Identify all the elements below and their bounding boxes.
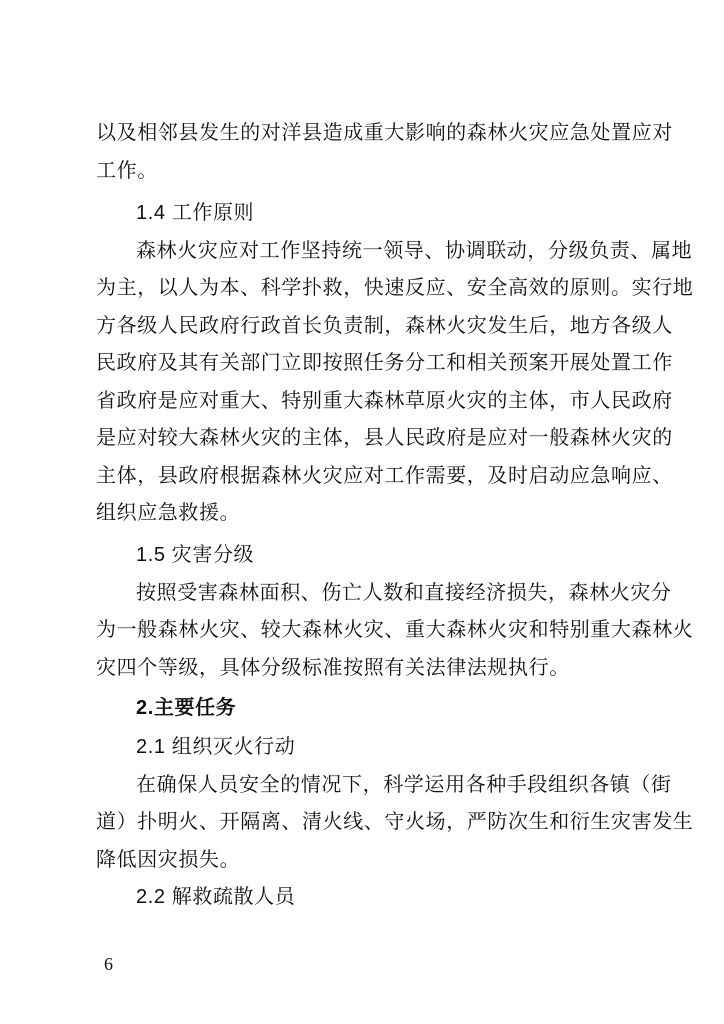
section-heading-1-4: 1.4 工作原则 (136, 202, 255, 224)
section-heading-2: 2.主要任务 (136, 697, 237, 719)
body-line: 按照受害森林面积、伤亡人数和直接经济损失，森林火灾分 (136, 580, 672, 604)
body-line: 以及相邻县发生的对洋县造成重大影响的森林火灾应急处置应对 (96, 120, 673, 144)
section-heading-2-1: 2.1 组织灭火行动 (136, 736, 296, 758)
section-heading-2-2: 2.2 解救疏散人员 (136, 886, 296, 908)
body-line: 降低因灾损失。 (96, 847, 241, 871)
body-line: 省政府是应对重大、特别重大森林草原火灾的主体，市人民政府 (96, 388, 673, 412)
page-number: 6 (104, 954, 113, 974)
body-line: 为一般森林火灾、较大森林火灾、重大森林火灾和特别重大森林火 (96, 617, 694, 641)
body-line: 在确保人员安全的情况下，科学运用各种手段组织各镇（街 (136, 772, 672, 796)
body-line: 组织应急救援。 (96, 500, 241, 524)
body-line: 森林火灾应对工作坚持统一领导、协调联动，分级负责、属地 (136, 238, 693, 262)
body-line: 方各级人民政府行政首长负责制，森林火灾发生后，地方各级人 (96, 313, 673, 337)
body-line: 为主，以人为本、科学扑救，快速反应、安全高效的原则。实行地 (96, 275, 694, 299)
body-line: 工作。 (96, 158, 158, 182)
body-line: 道）扑明火、开隔离、清火线、守火场，严防次生和衍生灾害发生 (96, 809, 694, 833)
body-line: 是应对较大森林火灾的主体，县人民政府是应对一般森林火灾的 (96, 425, 673, 449)
body-line: 民政府及其有关部门立即按照任务分工和相关预案开展处置工作 (96, 350, 673, 374)
section-heading-1-5: 1.5 灾害分级 (136, 544, 255, 566)
body-line: 灾四个等级，具体分级标准按照有关法律法规执行。 (96, 655, 570, 679)
body-line: 主体，县政府根据森林火灾应对工作需要，及时启动应急响应、 (96, 463, 673, 487)
